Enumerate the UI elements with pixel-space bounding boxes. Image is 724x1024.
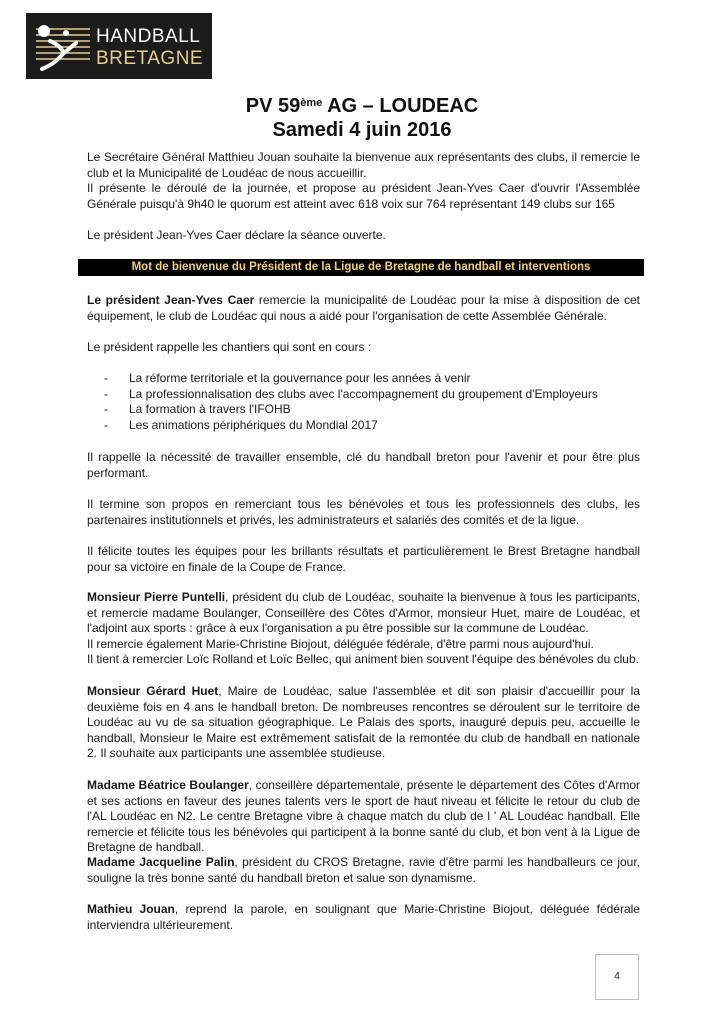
list-item: - La formation à travers l'IFOHB	[87, 402, 640, 418]
paragraph-felicitations: Il félicite toutes les équipes pour les brillants résultats et particulièrement le Brest Bretagne handball pour sa victoire en finale de la Coupe de France.	[87, 544, 640, 574]
paragraph-huet: Monsieur Gérard Huet, Maire de Loudéac, salue l'assemblée et dit son plaisir d'accueillir pour la deuxième fois en 4 ans le handball breton. De nombreuses rencontres se déroulent sur le territoire de Loudéac au vu de sa situation géographique. Le Palais des sports, inauguré depuis peu, accueille le handball, Monsieur le Maire est extrêmement satisfait de la remontée du club de handball en nationale 2. Il souhaite aux participants une assemblée studieuse.	[87, 684, 641, 761]
intro-paragraph: Il présente le déroulé de la journée, et propose au président Jean-Yves Caer d'ouvrir l'Assemblée Générale puisqu'à 9h40 le quorum est atteint avec 618 voix sur 764 représentant 149 clubs sur 165	[87, 181, 640, 211]
chantiers-list	[87, 371, 640, 433]
paragraph-remerciements: Il termine son propos en remerciant tous les bénévoles et tous les professionnels des clubs, les partenaires institutionnels et privés, les administrateurs et salariés des comités et de la ligue.	[87, 497, 640, 527]
logo-line-1: HANDBALL	[96, 26, 201, 47]
handball-bretagne-logo	[26, 13, 212, 79]
section-banner: Mot de bienvenue du Président de la Ligue de Bretagne de handball et interventions	[78, 259, 644, 276]
intro-paragraph: Le Secrétaire Général Matthieu Jouan souhaite la bienvenue aux représentants des clubs, il remercie le club et la Municipalité de Loudéac de nous accueillir.	[87, 150, 640, 180]
paragraph-president: Le président Jean-Yves Caer remercie la municipalité de Loudéac pour la mise à disposition de cet équipement, le club de Loudéac qui nous a aidé pour l'organisation de cette Assemblée Générale.	[87, 293, 640, 323]
paragraph-boulanger: Madame Béatrice Boulanger, conseillère départementale, présente le département des Côtes d'Armor et ses actions en faveur des jeunes talents vers le sport de haut niveau et félicite le retour du club de l'AL Loudéac en N2. Le centre Bretagne vibre à chaque match du club de l ' AL Loudéac handball. Elle remercie et félicite tous les bénévoles qui participent à la bonne santé du club, et bon vent à la Ligue de Bretagne de handball.	[87, 778, 640, 855]
intro-section	[87, 150, 640, 244]
paragraph-jouan: Mathieu Jouan, reprend la parole, en soulignant que Marie-Christine Biojout, déléguée fédérale interviendra ultérieurement.	[87, 902, 640, 932]
paragraph-palin: Madame Jacqueline Palin, président du CROS Bretagne, ravie d'être parmi les handballeurs ce jour, souligne la très bonne santé du handball breton et salue son dynamisme.	[87, 855, 640, 885]
page-number-box	[595, 954, 639, 1000]
handball-player-icon	[30, 19, 92, 73]
paragraph-puntelli: Monsieur Pierre Puntelli, président du club de Loudéac, souhaite la bienvenue à tous les participants, et remercie madame Boulanger, Conseillère des Côtes d'Armor, monsieur Huet, maire de Loudéac, et l'adjoint aux sports : grâce à eux l'organisation a pu être possible sur la commune de Loudéac. Il remercie également Marie-Christine Biojout, déléguée fédérale, d'être parmi nous aujourd'hui. Il tient à remercier Loïc Rolland et Loïc Bellec, qui animent bien souvent l'équipe des bénévoles du club.	[87, 590, 641, 667]
document-date: Samedi 4 juin 2016	[272, 119, 452, 141]
intro-paragraph: Le président Jean-Yves Caer déclare la séance ouverte.	[87, 227, 386, 242]
paragraph-chantiers-intro: Le président rappelle les chantiers qui sont en cours :	[87, 340, 372, 354]
logo-line-2: BRETAGNE	[96, 48, 204, 69]
list-item: - La réforme territoriale et la gouvernance pour les années à venir	[87, 371, 640, 387]
paragraph-travailler: Il rappelle la nécessité de travailler ensemble, clé du handball breton pour l'avenir et pour être plus performant.	[87, 450, 640, 480]
document-title: PV 59ème AG – LOUDEAC	[245, 95, 479, 117]
list-item: - Les animations périphériques du Mondial 2017	[87, 418, 640, 434]
list-item: - La professionnalisation des clubs avec l'accompagnement du groupement d'Employeurs	[87, 387, 640, 403]
page-number: 4	[614, 971, 620, 982]
